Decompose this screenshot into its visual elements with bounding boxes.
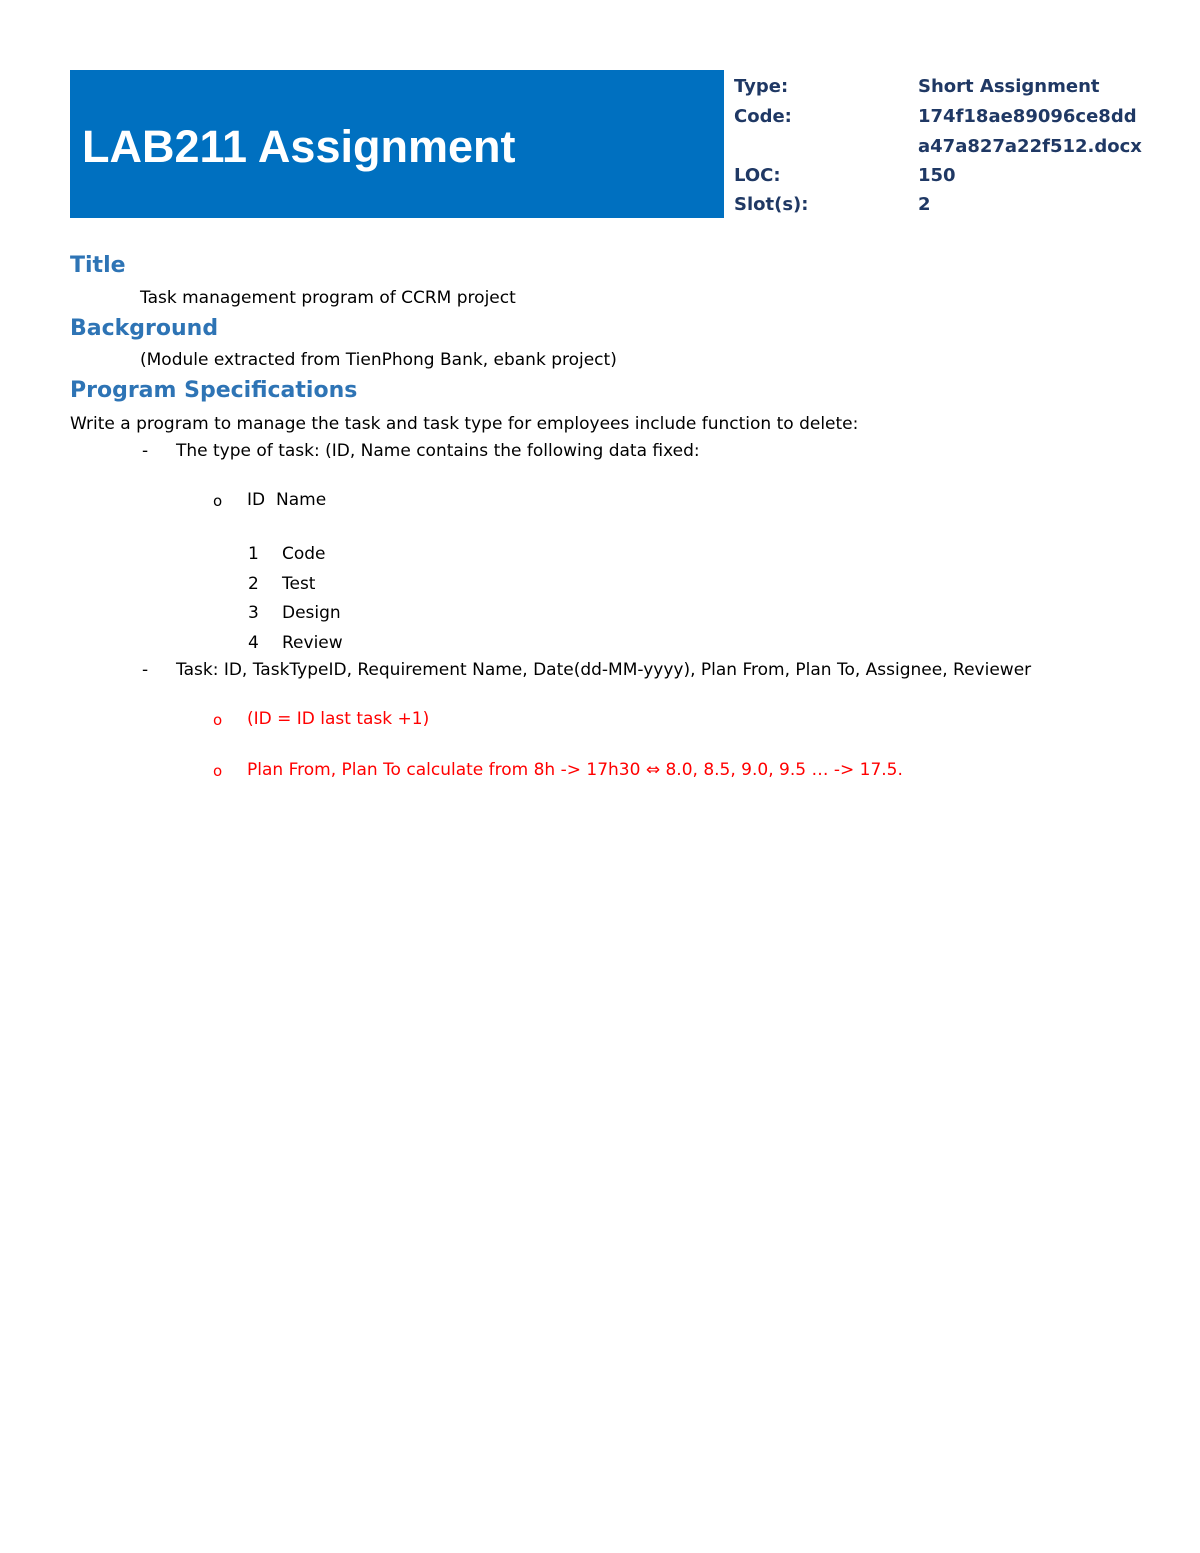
task-type-name: Review [282, 633, 343, 653]
task-type-name: Design [282, 603, 341, 623]
bullet-dash-marker: - [142, 441, 149, 461]
title-body: Task management program of CCRM project [140, 288, 516, 308]
section-heading-spec: Program Specifications [70, 378, 358, 403]
background-body: (Module extracted from TienPhong Bank, ebank project) [140, 350, 617, 370]
note-bullet-marker: o [213, 711, 223, 729]
meta-loc-value: 150 [918, 165, 956, 186]
task-type-id: 3 [248, 603, 259, 623]
title-banner [70, 70, 724, 218]
bullet-dash-marker: - [142, 660, 149, 680]
note-id-rule: (ID = ID last task +1) [247, 709, 430, 729]
meta-slots-label: Slot(s): [734, 194, 809, 215]
section-heading-background: Background [70, 316, 219, 341]
meta-slots-value: 2 [918, 194, 931, 215]
bullet-task-fields: Task: ID, TaskTypeID, Requirement Name, Date(dd-MM-yyyy), Plan From, Plan To, Assignee, Reviewer [176, 660, 1032, 680]
meta-type-label: Type: [734, 76, 789, 97]
document-title: LAB211 Assignment [82, 121, 516, 172]
task-type-name: Code [282, 544, 326, 564]
bullet-task-type: The type of task: (ID, Name contains the following data fixed: [176, 441, 700, 461]
table-header-id: ID [247, 490, 266, 510]
spec-intro: Write a program to manage the task and task type for employees include function to delete: [70, 414, 859, 434]
meta-code-value-cont: a47a827a22f512.docx [918, 136, 1142, 157]
sub-bullet-marker: o [213, 492, 223, 510]
task-type-id: 2 [248, 574, 259, 594]
note-bullet-marker: o [213, 762, 223, 780]
note-plan-rule: Plan From, Plan To calculate from 8h -> 17h30 ⇔ 8.0, 8.5, 9.0, 9.5 … -> 17.5. [247, 760, 903, 780]
section-heading-title: Title [70, 253, 126, 278]
task-type-id: 4 [248, 633, 259, 653]
meta-code-label: Code: [734, 106, 792, 127]
meta-code-value: 174f18ae89096ce8dd [918, 106, 1137, 127]
meta-loc-label: LOC: [734, 165, 781, 186]
task-type-id: 1 [248, 544, 259, 564]
meta-type-value: Short Assignment [918, 76, 1100, 97]
table-header-name: Name [276, 490, 327, 510]
task-type-name: Test [282, 574, 316, 594]
